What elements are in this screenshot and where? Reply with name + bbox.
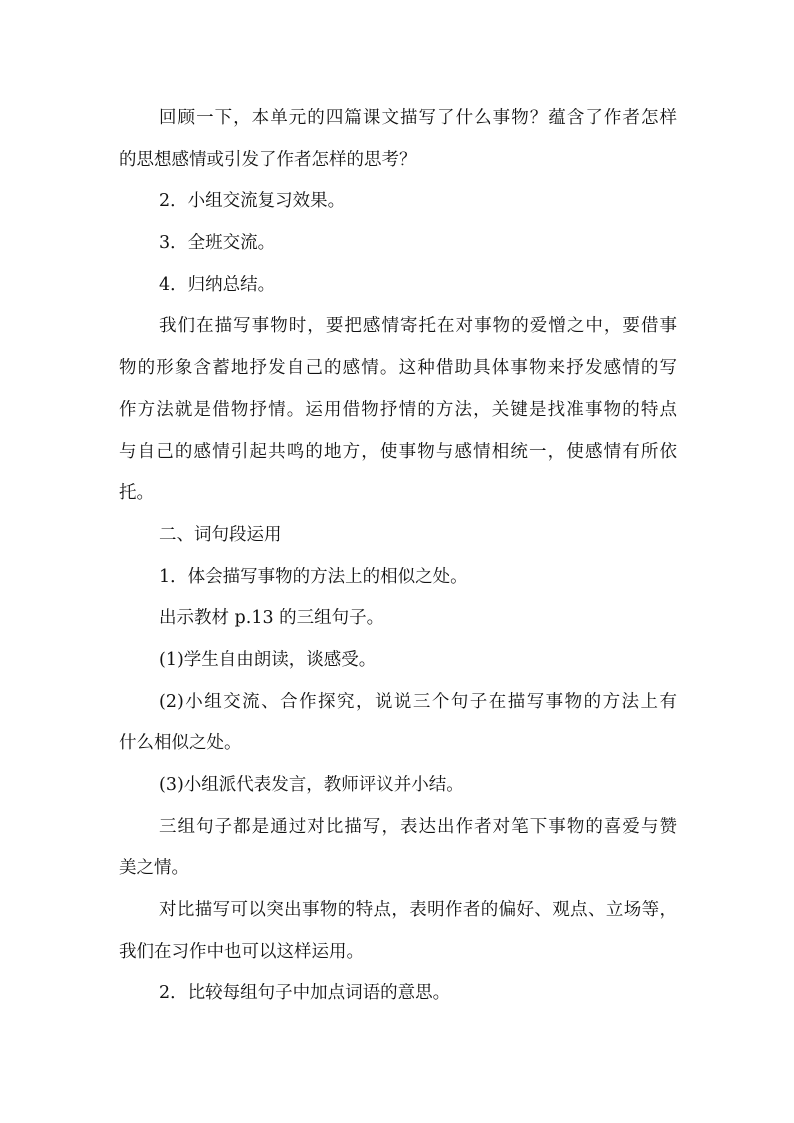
item-2-compare-words: 2．比较每组句子中加点词语的意思。 <box>159 983 451 1004</box>
section-heading-word-sentence-use: 二、词句段运用 <box>159 524 282 545</box>
paragraph-summary-line-2: 物的形象含蓄地抒发自己的感情。这种借助具体事物来抒发感情的写 <box>119 358 677 379</box>
sub-item-1-read-aloud: (1)学生自由朗读，谈感受。 <box>159 649 377 670</box>
paragraph-review-question-line-1: 回顾一下，本单元的四篇课文描写了什么事物？蕴含了作者怎样 <box>159 108 677 128</box>
paragraph-contrast-line-1: 三组句子都是通过对比描写，表达出作者对笔下事物的喜爱与赞 <box>159 816 677 837</box>
show-textbook-sentences: 出示教材 p.13 的三组句子。 <box>159 608 385 629</box>
paragraph-contrast-usage-line-2: 我们在习作中也可以这样运用。 <box>119 941 364 962</box>
sub-item-2-group-discussion-line-2: 什么相似之处。 <box>119 733 242 754</box>
paragraph-contrast-line-2: 美之情。 <box>119 858 189 879</box>
step-3-class-exchange: 3．全班交流。 <box>159 233 276 254</box>
paragraph-summary-line-4: 与自己的感情引起共鸣的地方，使事物与感情相统一，使感情有所依 <box>119 441 677 462</box>
item-1-similarities: 1．体会描写事物的方法上的相似之处。 <box>159 566 468 587</box>
paragraph-contrast-usage-line-1: 对比描写可以突出事物的特点，表明作者的偏好、观点、立场等， <box>159 900 677 921</box>
sub-item-3-representative-speech: (3)小组派代表发言，教师评议并小结。 <box>159 775 464 795</box>
step-4-summary: 4．归纳总结。 <box>159 274 276 295</box>
paragraph-summary-line-3: 作方法就是借物抒情。运用借物抒情的方法，关键是找准事物的特点 <box>119 399 677 420</box>
paragraph-summary-line-1: 我们在描写事物时，要把感情寄托在对事物的爱憎之中，要借事 <box>159 316 677 337</box>
step-2-group-exchange: 2．小组交流复习效果。 <box>159 191 346 212</box>
document-body <box>119 98 677 1015</box>
paragraph-review-question-line-2: 的思想感情或引发了作者怎样的思考？ <box>119 149 417 170</box>
paragraph-summary-line-5: 托。 <box>119 483 154 504</box>
sub-item-2-group-discussion-line-1: (2)小组交流、合作探究，说说三个句子在描写事物的方法上有 <box>159 691 677 712</box>
